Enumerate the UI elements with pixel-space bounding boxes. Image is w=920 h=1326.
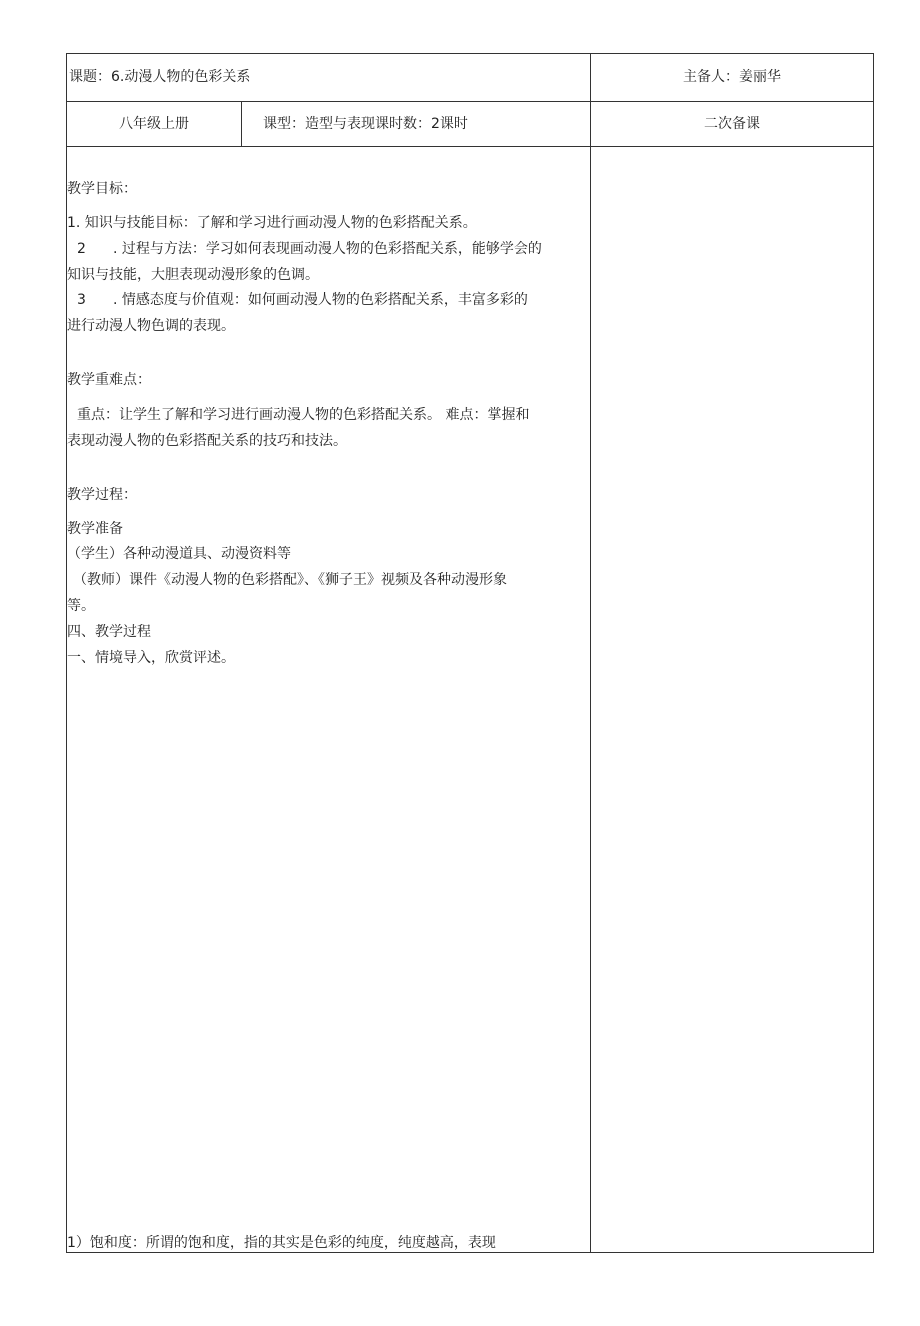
step-one-title: 一、情境导入，欣赏评述。 bbox=[67, 650, 235, 666]
key-points-heading: 教学重难点： bbox=[67, 372, 151, 388]
objective-2-number: 2 bbox=[77, 241, 86, 257]
objective-3-line1 bbox=[67, 291, 528, 309]
section-four-title: 四、教学过程 bbox=[67, 624, 151, 640]
preparation-title: 教学准备 bbox=[67, 521, 123, 537]
teacher-preparation-line1: （教师）课件《动漫人物的色彩搭配》、《狮子王》视频及各种动漫形象 bbox=[73, 572, 507, 588]
objective-3-text: . 情感态度与价值观：如何画动漫人物的色彩搭配关系，丰富多彩的 bbox=[113, 292, 528, 308]
objective-3-number: 3 bbox=[77, 292, 86, 308]
objective-2-line2: 知识与技能，大胆表现动漫形象的色调。 bbox=[67, 267, 319, 283]
objective-1: 1. 知识与技能目标：了解和学习进行画动漫人物的色彩搭配关系。 bbox=[67, 215, 477, 231]
objectives-heading: 教学目标： bbox=[67, 181, 137, 197]
saturation-paragraph: 1）饱和度：所谓的饱和度，指的其实是色彩的纯度，纯度越高，表现 bbox=[67, 1235, 496, 1251]
key-points-line1: 重点：让学生了解和学习进行画动漫人物的色彩搭配关系。 难点：掌握和 bbox=[77, 407, 530, 423]
row1-bottom-border bbox=[66, 101, 874, 102]
lesson-topic: 课题：6.动漫人物的色彩关系 bbox=[69, 69, 251, 85]
lesson-preparer: 主备人：姜丽华 bbox=[683, 69, 781, 85]
row2-bottom-border bbox=[66, 146, 874, 147]
objective-3-line2: 进行动漫人物色调的表现。 bbox=[67, 318, 235, 334]
course-type: 课型：造型与表现课时数：2课时 bbox=[263, 116, 468, 132]
main-column-divider bbox=[590, 53, 591, 1253]
grade-cell-divider bbox=[241, 101, 242, 147]
table-top-border bbox=[66, 53, 874, 54]
student-preparation: （学生）各种动漫道具、动漫资料等 bbox=[67, 546, 291, 562]
table-right-border bbox=[873, 53, 874, 1253]
objective-2-line1 bbox=[67, 240, 542, 258]
key-points-line2: 表现动漫人物的色彩搭配关系的技巧和技法。 bbox=[67, 433, 347, 449]
second-preparation-label: 二次备课 bbox=[704, 116, 760, 132]
process-heading: 教学过程： bbox=[67, 487, 137, 503]
grade-label: 八年级上册 bbox=[119, 116, 189, 132]
objective-2-text: . 过程与方法：学习如何表现画动漫人物的色彩搭配关系，能够学会的 bbox=[113, 241, 542, 257]
teacher-preparation-line2: 等。 bbox=[67, 598, 95, 614]
table-bottom-border bbox=[66, 1252, 874, 1253]
